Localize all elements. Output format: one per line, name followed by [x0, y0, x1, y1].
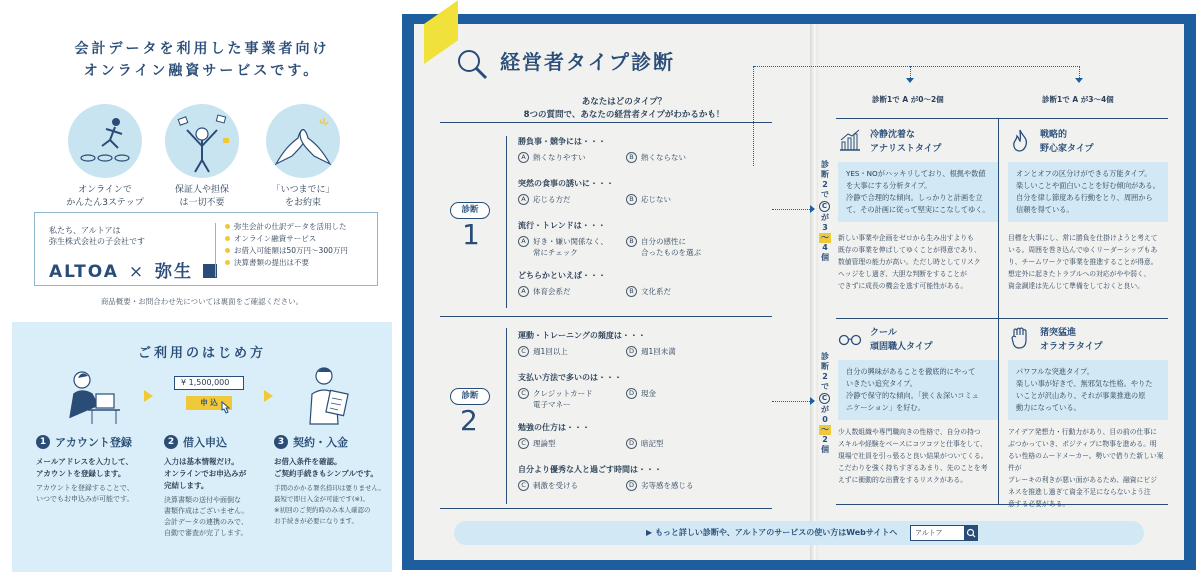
step-text-line: 入力は基本情報だけ。: [164, 457, 239, 466]
step-text-line: アカウントを登録します。: [36, 469, 126, 478]
desc-line: 既存の事業を伸ばしてゆくことが得意であり、: [838, 246, 981, 254]
option-letter: A: [518, 286, 529, 297]
person-at-laptop-icon: [52, 366, 122, 426]
option-letter: B: [626, 194, 637, 205]
option-letter: C: [518, 346, 529, 357]
altoa-yayoi-logo: [49, 257, 217, 282]
vlabel-char: 診: [821, 160, 829, 169]
bullet-item: 決算書類の提出は不要: [225, 257, 375, 269]
column-head-0-2: 診断1で A が0〜2個: [872, 95, 944, 104]
desc-line: いる。周囲を巻き込んでゆくリーダーシップもあ: [1008, 246, 1158, 254]
feature-deadline-promise: [260, 104, 346, 210]
option-c[interactable]: [518, 480, 578, 491]
option-label: 理論型: [533, 439, 556, 448]
card-title-line1: クール: [870, 328, 897, 338]
search-icon: [964, 525, 978, 541]
cursor-hand-icon: [218, 400, 232, 414]
option-label: 熱くなりやすい: [533, 153, 586, 162]
step-number: 1: [36, 435, 50, 449]
diagnosis-1-number: 1: [462, 218, 480, 251]
option-b[interactable]: [626, 194, 671, 205]
vertical-label-c-0-2: [819, 352, 831, 455]
feature-label-line2: は一切不要: [179, 198, 225, 208]
desc-line: り、チームワークで事業を推進することが得意。: [1008, 258, 1158, 266]
option-label: 刺激を受ける: [533, 481, 578, 490]
vlabel-char: 断: [821, 362, 829, 371]
celebrating-person-icon: [165, 104, 239, 178]
option-c[interactable]: [518, 438, 556, 449]
card-summary: [1008, 162, 1168, 222]
person-with-document-icon: [294, 362, 354, 426]
card-title-line1: 猪突猛進: [1040, 328, 1077, 338]
diagnosis-title: 経営者タイプ診断: [500, 50, 675, 74]
summary-line: 自分を律し節度ある行動をとり、周囲から: [1016, 193, 1153, 202]
option-label: クレジットカード: [533, 389, 593, 398]
magnifier-icon: [456, 48, 490, 80]
step-sub-line: いつでもお申込みが可能です。: [36, 495, 134, 503]
how-to-start-panel: [12, 322, 392, 572]
vlabel-char: 〜: [821, 233, 829, 242]
company-info-box: [34, 212, 378, 286]
card-summary: [838, 360, 998, 420]
vlabel-char: C: [819, 201, 830, 212]
vlabel-char: 診: [821, 352, 829, 361]
question-title: 支払い方法で多いのは・・・: [518, 373, 622, 382]
summary-line: 自分の興味があることを徹底的にやって: [846, 367, 976, 376]
summary-line: て、その計画に従って堅実にこなしてゆく。: [846, 205, 990, 214]
search-button[interactable]: [964, 525, 978, 541]
yayoi-logo: 弥生: [155, 262, 194, 282]
question-title: 運動・トレーニングの頻度は・・・: [518, 331, 646, 340]
booklet-spine: [810, 24, 818, 560]
vlabel-char: 2: [822, 372, 828, 381]
summary-line: YES・NOがハッキリしており、根拠や数値: [846, 169, 986, 178]
option-label: 熱くならない: [641, 153, 686, 162]
diagnosis-2-number: 2: [460, 404, 478, 437]
connector-line: [750, 66, 754, 166]
feature-three-steps: [62, 104, 148, 210]
desc-line: 意する必要がある。: [1008, 500, 1070, 508]
step-sub-line: 手間のかかる署名捺印は要りません。: [274, 484, 385, 492]
bullet-item-continued: オンライン融資サービス: [225, 233, 375, 245]
step-sub-line: ※初回のご契約時のみ本人確認の: [274, 506, 371, 514]
logo-cross: ×: [128, 262, 146, 282]
option-label: 応じない: [641, 195, 671, 204]
summary-line: ニケーション」を好む。: [846, 403, 925, 412]
question: [518, 270, 738, 287]
pinky-promise-icon: [266, 104, 340, 178]
card-title-line1: 冷静沈着な: [870, 130, 916, 140]
vlabel-char: が: [821, 213, 829, 222]
step-arrow-icon: [264, 390, 273, 402]
step-text-line: オンラインでお申込みが: [164, 469, 247, 478]
divider: [215, 223, 216, 277]
summary-line: 冷静で保守的な傾向。「狭く＆深いコミュ: [846, 391, 979, 400]
website-banner[interactable]: [454, 521, 1144, 545]
vlabel-char: で: [821, 190, 829, 199]
option-letter: B: [626, 152, 637, 163]
vlabel-char: 2: [822, 180, 828, 189]
option-letter: A: [518, 236, 529, 247]
diagnosis-1-badge: 診断: [450, 202, 490, 219]
question-title: 勉強の仕方は・・・: [518, 423, 590, 432]
connector-line: [910, 66, 911, 78]
card-description: [1008, 426, 1170, 510]
card-title-line1: 戦略的: [1040, 130, 1068, 140]
headline-line1: 会計データを利用した事業者向け: [74, 41, 330, 57]
step-number: 3: [274, 435, 288, 449]
option-letter: B: [626, 236, 637, 247]
vlabel-char: が: [821, 405, 829, 414]
card-description: [1008, 232, 1170, 292]
question: [518, 136, 738, 153]
booklet-inner: [414, 24, 1184, 560]
step-text-line: ご契約手続きもシンプルです。: [274, 469, 378, 478]
card-title-line2: アナリストタイプ: [870, 144, 942, 154]
feature-label-line2: かんたん3ステップ: [66, 198, 144, 208]
arrow-down-icon: [906, 78, 914, 83]
summary-line: を大事にする分析タイプ。: [846, 181, 932, 190]
question-title: どちらかといえば・・・: [518, 271, 606, 280]
option-letter: D: [626, 480, 637, 491]
desc-line: スキルや経験をベースにコツコツと仕事をして、: [838, 440, 987, 448]
option-d[interactable]: [626, 346, 676, 357]
desc-line: アイデア発想力・行動力があり、目の前の仕事に: [1008, 428, 1157, 436]
step-sub-line: お手続きが必要になります。: [274, 517, 358, 525]
vlabel-char: 断: [821, 170, 829, 179]
feature-label-line1: 「いつまでに」: [271, 185, 335, 195]
vlabel-char: 3: [822, 223, 828, 232]
summary-line: 冷静で合理的な傾向。しっかりと計画を立: [846, 193, 983, 202]
column-head-3-4: 診断1で A が3〜4個: [1042, 95, 1114, 104]
option-label-line2: 常にチェック: [533, 248, 578, 257]
vlabel-char: 個: [821, 445, 829, 454]
vlabel-char: 2: [822, 435, 828, 444]
altoa-logo: ALTOA: [49, 262, 119, 282]
option-letter: D: [626, 346, 637, 357]
desc-line: こだわりを強く持ちすぎるあまり、先のことを考: [838, 464, 988, 472]
running-person-icon: [68, 104, 142, 178]
desc-line: 想定外に起きたトラブルへの対応がやや弱く、: [1008, 270, 1151, 278]
headline: [12, 38, 392, 82]
divider: [440, 122, 772, 123]
step-1: [36, 434, 146, 505]
bullet-item: 弥生会計の仕訳データを活用した: [225, 221, 375, 233]
desc-line: 資金調達は先んじて準備をしておくと良い。: [1008, 282, 1144, 290]
summary-line: いきたい追究タイプ。: [846, 379, 917, 388]
connector-line: [754, 66, 1080, 67]
summary-line: パワフルな突進タイプ。: [1016, 367, 1094, 376]
divider: [836, 318, 1168, 319]
step-title: 借入申込: [183, 436, 227, 449]
vertical-label-c-3-4: [819, 160, 831, 263]
subtitle-line2: 8つの質問で、あなたの経営者タイプがわかるかも！: [523, 110, 725, 120]
option-a[interactable]: [518, 194, 571, 205]
arrow-right-icon: [810, 397, 815, 405]
desc-line: えずに衝動的な出費をするリスクがある。: [838, 476, 968, 484]
option-a[interactable]: [518, 286, 571, 297]
option-b[interactable]: [626, 152, 686, 163]
bullet-item: お借入可能額は50万円〜300万円: [225, 245, 375, 257]
contact-note: 商品概要・お問合わせ先については裏面をご確認ください。: [100, 297, 304, 306]
option-d[interactable]: [626, 388, 656, 399]
desc-line: ぶつかっていき、ポジティブに物事を進める。明: [1008, 440, 1157, 448]
step-sub-line: アカウントを登録することで、: [36, 484, 134, 492]
question: [518, 372, 738, 389]
desc-line: 少人数組織や専門職向きの性格で、自分の持つ: [838, 428, 981, 436]
summary-line: 楽しいことや面白いことを好む傾向がある。: [1016, 181, 1160, 190]
card-title-line2: 野心家タイプ: [1040, 144, 1094, 154]
option-label-line2: 電子マネー: [533, 400, 571, 409]
vlabel-char: 〜: [821, 425, 829, 434]
option-label-line2: 合ったものを選ぶ: [641, 248, 701, 257]
start-title: ご利用のはじめ方: [137, 346, 266, 361]
option-label: 週1回未満: [641, 347, 676, 356]
flame-icon: [1008, 128, 1032, 152]
question-title: 突然の食事の誘いに・・・: [518, 179, 614, 188]
vlabel-char: 個: [821, 253, 829, 262]
option-label: 応じる方だ: [533, 195, 571, 204]
desc-line: 目標を大事にし、常に勝負を仕掛けようと考えて: [1008, 234, 1158, 242]
amount-field: ¥ 1,500,000: [174, 376, 244, 390]
card-description: [838, 426, 1000, 486]
option-letter: B: [626, 286, 637, 297]
summary-line: 楽しい事が好きで、無邪気な性格。やりた: [1016, 379, 1153, 388]
bar-chart-icon: [838, 128, 862, 152]
option-letter: A: [518, 152, 529, 163]
option-letter: C: [518, 480, 529, 491]
question-title: 流行・トレンドは・・・: [518, 221, 606, 230]
question-title: 勝負事・競争には・・・: [518, 137, 606, 146]
diagnosis-2-badge: 診断: [450, 388, 490, 405]
step-text-line: 完結します。: [164, 481, 209, 490]
option-d[interactable]: [626, 480, 694, 491]
divider: [440, 508, 772, 509]
card-summary: [1008, 360, 1168, 420]
summary-line: 動力になっている。: [1016, 403, 1081, 412]
divider: [506, 328, 507, 504]
step-sub-line: 最短で即日入金が可能です(※)。: [274, 495, 370, 503]
option-d[interactable]: [626, 438, 664, 449]
desc-line: るい性格のムードメーカー。勢いで借りた新しい案件が: [1008, 452, 1164, 472]
question: [518, 220, 738, 237]
option-label: 現金: [641, 389, 656, 398]
divider: [506, 136, 507, 308]
card-summary: [838, 162, 998, 222]
connector-line: [1079, 66, 1080, 78]
desc-line: 新しい事業や企画をゼロから生み出すよりも: [838, 234, 974, 242]
step-sub-line: 自動で審査が完了します。: [164, 529, 248, 537]
question: [518, 464, 758, 481]
apply-button: 申 込: [186, 396, 232, 410]
option-label: 自分の感性に: [641, 237, 686, 246]
step-text-line: お借入条件を確認。: [274, 457, 342, 466]
vlabel-char: で: [821, 382, 829, 391]
option-label: 週1回以上: [533, 347, 568, 356]
step-sub-line: 決算書類の送付や面倒な: [164, 496, 241, 504]
diagnosis-booklet: [402, 14, 1196, 570]
step-sub-line: 書類作成はございません。: [164, 507, 249, 515]
connector-line: [772, 401, 812, 402]
card-title-line2: オラオラタイプ: [1040, 342, 1103, 352]
arrow-down-icon: [1075, 78, 1083, 83]
question: [518, 178, 738, 195]
option-c[interactable]: [518, 388, 593, 410]
option-label: 文化系だ: [641, 287, 671, 296]
feature-label-line1: オンラインで: [78, 185, 132, 195]
info-text-line1: 私たち、アルトアは: [49, 226, 121, 235]
connector-line: [772, 209, 812, 210]
summary-line: 信頼を得ている。: [1016, 205, 1074, 214]
desc-line: プレーキの利きが悪い面があるため、融資にビジ: [1008, 476, 1157, 484]
desc-line: できずに成長の機会を逃す可能性がある。: [838, 282, 968, 290]
desc-line: 数値管理の能力が高い。ただし時としてリスク: [838, 258, 981, 266]
search-input[interactable]: アルトア: [910, 525, 978, 541]
application-screen-icon: [174, 376, 244, 414]
feature-label-line1: 保証人や担保: [174, 185, 229, 195]
step-number: 2: [164, 435, 178, 449]
step-sub-line: 会計データの連携のみで、: [164, 518, 248, 526]
question-title: 自分より優秀な人と過ごす時間は・・・: [518, 465, 662, 474]
arrow-right-icon: [810, 205, 815, 213]
option-a[interactable]: [518, 152, 586, 163]
option-b[interactable]: [626, 286, 671, 297]
step-text-line: メールアドレスを入力して、: [36, 457, 133, 466]
option-a[interactable]: [518, 236, 608, 258]
card-description: [838, 232, 1000, 292]
option-label: 暗記型: [641, 439, 664, 448]
vlabel-char: 4: [822, 243, 828, 252]
feature-no-guarantor: [159, 104, 245, 210]
glasses-icon: [838, 326, 862, 350]
website-banner-text: ▶ もっと詳しい診断や、アルトアのサービスの使い方はWebサイトへ: [646, 528, 898, 537]
service-bullets: [225, 221, 375, 269]
diagnosis-subtitle: [474, 96, 774, 122]
fist-icon: [1008, 326, 1032, 350]
yellow-accent: [424, 0, 458, 64]
desc-line: 現場で社員を引っ張ると良い結果がついてくる。: [838, 452, 988, 460]
option-c[interactable]: [518, 346, 568, 357]
question: [518, 422, 738, 439]
step-title: アカウント登録: [55, 436, 132, 449]
option-b[interactable]: [626, 236, 701, 258]
option-letter: C: [518, 388, 529, 399]
question: [518, 330, 738, 347]
divider: [440, 316, 772, 317]
option-letter: D: [626, 388, 637, 399]
info-text-line2: 弥生株式会社の子会社です: [49, 237, 145, 246]
step-2: [164, 434, 274, 539]
service-intro-panel: [12, 12, 392, 312]
option-letter: A: [518, 194, 529, 205]
summary-line: いことが沢山あり、それが事業推進の原: [1016, 391, 1146, 400]
step-title: 契約・入金: [293, 436, 348, 449]
option-letter: D: [626, 438, 637, 449]
option-label: 体育会系だ: [533, 287, 571, 296]
summary-line: オンとオフの区分けができる万能タイプ。: [1016, 169, 1152, 178]
desc-line: ヘッジをし過ぎ、大胆な判断をすることが: [838, 270, 967, 278]
step-arrow-icon: [144, 390, 153, 402]
vlabel-char: 0: [822, 415, 828, 424]
card-title-line2: 頑固職人タイプ: [870, 342, 933, 352]
option-label: 劣等感を感じる: [641, 481, 694, 490]
option-label: 好き・嫌い関係なく、: [533, 237, 608, 246]
feature-label-line2: をお約束: [284, 198, 321, 208]
subtitle-line1: あなたはどのタイプ？: [581, 97, 667, 107]
step-3: [274, 434, 390, 527]
desc-line: ネスを推進し過ぎて資金不足にならないよう注: [1008, 488, 1151, 496]
option-letter: C: [518, 438, 529, 449]
vlabel-char: C: [819, 393, 830, 404]
headline-line2: オンライン融資サービスです。: [83, 63, 321, 79]
divider: [836, 118, 1168, 119]
